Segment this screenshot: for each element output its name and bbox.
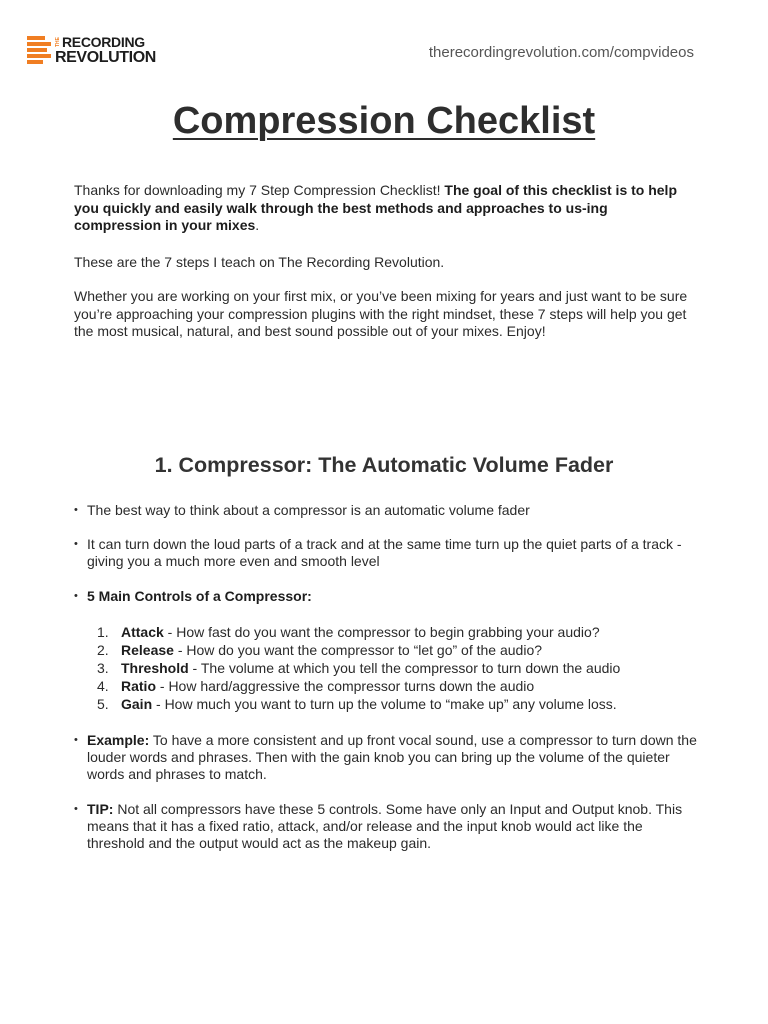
tip-label: TIP:: [87, 801, 114, 817]
list-number: 3.: [97, 660, 109, 676]
control-term: Gain: [121, 696, 153, 712]
list-item: [97, 659, 697, 677]
list-number: 4.: [97, 678, 109, 694]
bullet-dot: •: [74, 734, 78, 746]
bullet-text: [87, 732, 700, 783]
page-title-text: Compression Checklist: [172, 100, 596, 142]
list-number: 2.: [97, 642, 109, 658]
intro-paragraph-2: These are the 7 steps I teach on The Recording Revolution.: [74, 254, 445, 270]
list-number: 1.: [97, 624, 109, 640]
logo-line2: REVOLUTION: [55, 49, 156, 66]
bullet-loud-quiet: [74, 536, 700, 570]
bullet-dot: •: [74, 590, 78, 602]
bullet-example: [74, 732, 700, 783]
intro-p1-bold: The goal of this checklist is to help you quickly and easily walk through the best methods and approaches to us-ing compression in your mixes: [74, 182, 677, 233]
bullet-dot: •: [74, 504, 78, 516]
intro-paragraph-1: [74, 182, 698, 235]
bullet-dot: •: [74, 803, 78, 815]
control-desc: - How fast do you want the compressor to begin grabbing your audio?: [163, 624, 600, 640]
list-item: [97, 677, 697, 695]
control-desc: - How do you want the compressor to “let go” of the audio?: [173, 642, 543, 658]
main-controls-label: 5 Main Controls of a Compressor:: [87, 588, 312, 604]
site-url[interactable]: therecordingrevolution.com/compvideos: [428, 44, 694, 61]
bullet-main-controls: [74, 588, 700, 605]
bullet-automatic-fader: [74, 502, 700, 519]
page-title: [0, 100, 768, 143]
control-desc: - How much you want to turn up the volume to “make up” any volume loss.: [152, 696, 617, 712]
intro-p1-normal: Thanks for downloading my 7 Step Compression Checklist!: [74, 182, 445, 198]
list-number: 5.: [97, 696, 109, 712]
bullet-text: [87, 588, 700, 605]
bullet-text: [87, 801, 700, 852]
page-header: [0, 30, 768, 70]
bullet-dot: •: [74, 538, 78, 550]
bullet-tip: [74, 801, 700, 852]
control-desc: - How hard/aggressive the compressor turns down the audio: [156, 678, 535, 694]
list-item: [97, 641, 697, 659]
control-term: Ratio: [121, 678, 156, 694]
list-item: [97, 623, 697, 641]
bullet-text: The best way to think about a compressor is an automatic volume fader: [87, 502, 530, 518]
example-text: To have a more consistent and up front vocal sound, use a compressor to turn down the louder words and phrases. Then with the gain knob you can bring up the volume of the quieter words and phrases to match.: [87, 732, 697, 782]
tip-text: Not all compressors have these 5 controls. Some have only an Input and Output knob. This means that it has a fixed ratio, attack, and/or release and the input knob would act like the threshold and the output would act as the makeup gain.: [87, 801, 683, 851]
list-item: [97, 695, 697, 713]
intro-p1-end: .: [255, 217, 260, 233]
logo-the: THE: [55, 37, 61, 47]
logo-line1: RECORDING: [62, 34, 145, 50]
example-label: Example:: [87, 732, 150, 748]
control-term: Attack: [121, 624, 164, 640]
control-term: Threshold: [121, 660, 189, 676]
bullet-text: It can turn down the loud parts of a track and at the same time turn up the quiet parts of a track - giving you a much more even and smooth level: [87, 536, 682, 569]
control-term: Release: [121, 642, 174, 658]
section-1-title: 1. Compressor: The Automatic Volume Fader: [154, 453, 614, 477]
controls-list: [97, 623, 697, 713]
logo-bars-icon: [27, 36, 51, 64]
intro-paragraph-3: Whether you are working on your first mix, or you’ve been mixing for years and just want to be sure you’re approaching your compression plugins with the right mindset, these 7 steps will help you get the most musical, natural, and best sound possible out of your mixes. Enjoy!: [74, 288, 688, 339]
control-desc: - The volume at which you tell the compressor to turn down the audio: [188, 660, 621, 676]
